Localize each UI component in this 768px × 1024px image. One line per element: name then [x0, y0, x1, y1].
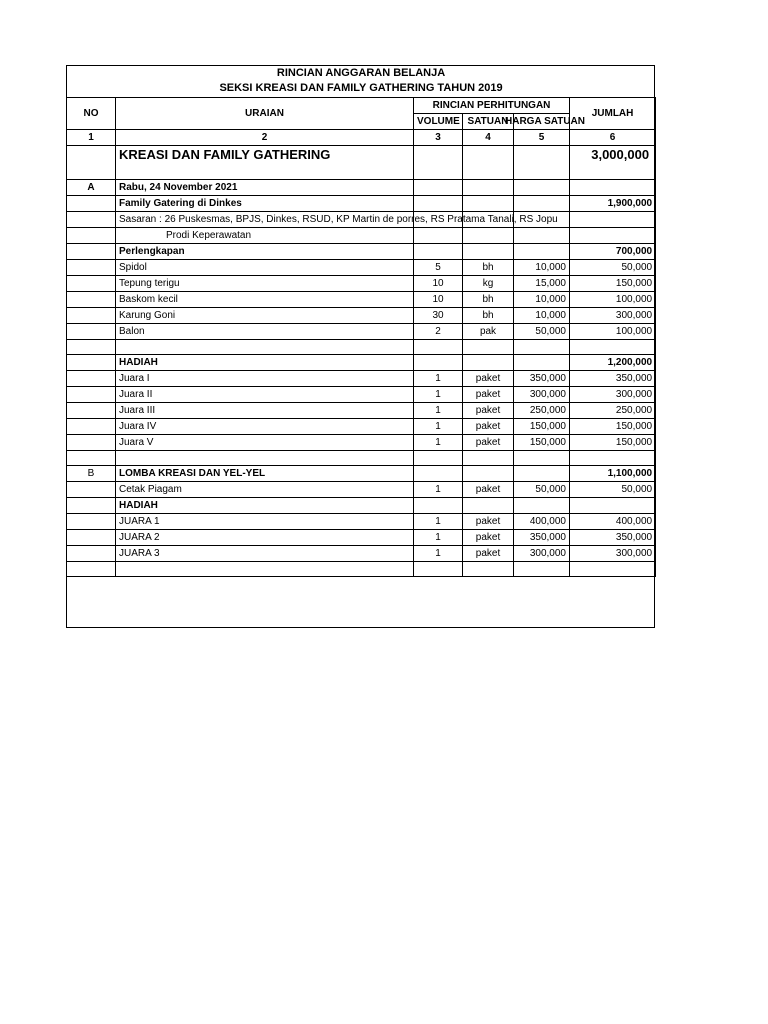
item-volume: 1: [414, 529, 463, 545]
empty-cell: [67, 307, 116, 323]
empty-cell: [414, 145, 463, 179]
table-row: [67, 434, 656, 450]
empty-cell: [67, 529, 116, 545]
perlengkapan-label: Perlengkapan: [116, 243, 414, 259]
empty-cell: [514, 354, 570, 370]
empty-cell: [414, 354, 463, 370]
item-volume: 1: [414, 402, 463, 418]
item-satuan: bh: [463, 259, 514, 275]
column-number-row: [67, 129, 656, 145]
item-harga: 150,000: [514, 418, 570, 434]
empty-cell: [67, 434, 116, 450]
item-harga: 10,000: [514, 291, 570, 307]
section-b-no: B: [67, 465, 116, 481]
empty-cell: [570, 179, 656, 195]
col-number-1: 1: [67, 129, 116, 145]
item-volume: 1: [414, 418, 463, 434]
item-jumlah: 150,000: [570, 434, 656, 450]
empty-cell: [514, 497, 570, 513]
title-row-1: [67, 65, 656, 81]
empty-cell: [67, 323, 116, 339]
item-satuan: paket: [463, 545, 514, 561]
item-harga: 10,000: [514, 307, 570, 323]
header-harga-satuan: [505, 113, 585, 129]
empty-cell: [67, 259, 116, 275]
item-satuan: paket: [463, 418, 514, 434]
section-b-title: LOMBA KREASI DAN YEL-YEL: [116, 465, 414, 481]
empty-cell: [414, 339, 463, 354]
empty-cell: [463, 465, 514, 481]
item-jumlah: 300,000: [570, 386, 656, 402]
item-volume: 2: [414, 323, 463, 339]
item-satuan: paket: [463, 370, 514, 386]
hadiah-b-row: [67, 497, 656, 513]
item-satuan: bh: [463, 291, 514, 307]
item-satuan: paket: [463, 481, 514, 497]
empty-cell: [67, 402, 116, 418]
hadiah-b-label: HADIAH: [116, 497, 414, 513]
empty-cell: [67, 418, 116, 434]
item-harga: 150,000: [514, 434, 570, 450]
empty-cell: [463, 195, 514, 211]
hadiah-a-row: [67, 354, 656, 370]
header-jumlah: JUMLAH: [570, 97, 656, 129]
section-a-no: A: [67, 179, 116, 195]
item-name: Baskom kecil: [116, 291, 414, 307]
sasaran-text: Sasaran : 26 Puskesmas, BPJS, Dinkes, RSUD, KP Martin de porres, RS Pratama Tanali, RS Jopu: [116, 211, 414, 227]
header-satuan: SATUAN: [463, 113, 514, 129]
item-name: Juara V: [116, 434, 414, 450]
item-harga: 300,000: [514, 386, 570, 402]
empty-cell: [67, 275, 116, 291]
empty-cell: [570, 497, 656, 513]
empty-cell: [514, 145, 570, 179]
item-jumlah: 100,000: [570, 323, 656, 339]
event-title: Family Gatering di Dinkes: [116, 195, 414, 211]
empty-cell: [463, 243, 514, 259]
empty-cell: [414, 561, 463, 576]
item-volume: 5: [414, 259, 463, 275]
table-row: [67, 418, 656, 434]
col-number-4: 4: [463, 129, 514, 145]
empty-row: [67, 339, 656, 354]
item-harga: 400,000: [514, 513, 570, 529]
item-harga: 50,000: [514, 323, 570, 339]
empty-cell: [570, 450, 656, 465]
empty-cell: [514, 227, 570, 243]
header-no: NO: [67, 97, 116, 129]
header-uraian: URAIAN: [116, 97, 414, 129]
empty-cell: [67, 561, 116, 576]
item-jumlah: 150,000: [570, 275, 656, 291]
empty-cell: [67, 450, 116, 465]
section-b-total: 1,100,000: [570, 465, 656, 481]
item-volume: 1: [414, 434, 463, 450]
table-row: [67, 259, 656, 275]
empty-cell: [414, 243, 463, 259]
item-jumlah: 150,000: [570, 418, 656, 434]
item-name: Juara IV: [116, 418, 414, 434]
empty-cell: [116, 561, 414, 576]
item-jumlah: 400,000: [570, 513, 656, 529]
col-number-3: 3: [414, 129, 463, 145]
item-jumlah: 300,000: [570, 307, 656, 323]
section-total: 3,000,000: [570, 145, 656, 179]
col-number-6: 6: [570, 129, 656, 145]
section-no-cell: [67, 145, 116, 179]
item-jumlah: 100,000: [570, 291, 656, 307]
empty-cell: [514, 450, 570, 465]
item-volume: 10: [414, 291, 463, 307]
item-volume: 10: [414, 275, 463, 291]
table-row: [67, 307, 656, 323]
hadiah-a-label: HADIAH: [116, 354, 414, 370]
header-volume: VOLUME: [414, 113, 463, 129]
empty-cell: [514, 339, 570, 354]
table-row: [67, 386, 656, 402]
event-row: [67, 195, 656, 211]
section-a-date: Rabu, 24 November 2021: [116, 179, 414, 195]
item-name: Cetak Piagam: [116, 481, 414, 497]
item-name: JUARA 2: [116, 529, 414, 545]
item-volume: 1: [414, 481, 463, 497]
empty-cell: [67, 513, 116, 529]
col-number-2: 2: [116, 129, 414, 145]
col-number-5: 5: [514, 129, 570, 145]
item-name: JUARA 1: [116, 513, 414, 529]
empty-cell: [67, 291, 116, 307]
item-name: Juara II: [116, 386, 414, 402]
empty-cell: [463, 227, 514, 243]
empty-cell: [570, 227, 656, 243]
empty-cell: [514, 561, 570, 576]
item-jumlah: 250,000: [570, 402, 656, 418]
item-satuan: paket: [463, 513, 514, 529]
empty-cell: [67, 370, 116, 386]
item-harga: 50,000: [514, 481, 570, 497]
title-line-1: RINCIAN ANGGARAN BELANJA: [276, 66, 446, 79]
perlengkapan-total: 700,000: [570, 243, 656, 259]
empty-cell: [67, 545, 116, 561]
item-harga: 10,000: [514, 259, 570, 275]
empty-cell: [514, 179, 570, 195]
perlengkapan-row: [67, 243, 656, 259]
item-satuan: paket: [463, 434, 514, 450]
empty-row: [67, 450, 656, 465]
empty-cell: [116, 339, 414, 354]
event-total: 1,900,000: [570, 195, 656, 211]
empty-cell: [570, 561, 656, 576]
item-volume: 30: [414, 307, 463, 323]
title-row-2: [67, 81, 656, 97]
empty-cell: [414, 465, 463, 481]
item-satuan: bh: [463, 307, 514, 323]
empty-cell: [67, 243, 116, 259]
empty-cell: [414, 450, 463, 465]
item-name: Tepung terigu: [116, 275, 414, 291]
empty-cell: [463, 450, 514, 465]
empty-cell: [463, 561, 514, 576]
item-volume: 1: [414, 545, 463, 561]
table-row: [67, 529, 656, 545]
item-volume: 1: [414, 370, 463, 386]
empty-cell: [463, 145, 514, 179]
item-name: Juara III: [116, 402, 414, 418]
item-satuan: paket: [463, 386, 514, 402]
table-row: [67, 513, 656, 529]
item-jumlah: 350,000: [570, 529, 656, 545]
item-satuan: kg: [463, 275, 514, 291]
table-row: [67, 545, 656, 561]
header-harga-text: HARGA SATUAN: [505, 115, 585, 127]
empty-cell: [67, 386, 116, 402]
item-harga: 250,000: [514, 402, 570, 418]
title-line-2: SEKSI KREASI DAN FAMILY GATHERING TAHUN 2019: [219, 82, 503, 95]
empty-cell: [463, 179, 514, 195]
header-rincian: RINCIAN PERHITUNGAN: [414, 97, 570, 113]
empty-cell: [514, 465, 570, 481]
empty-cell: [463, 497, 514, 513]
empty-cell: [67, 195, 116, 211]
empty-cell: [67, 354, 116, 370]
item-jumlah: 300,000: [570, 545, 656, 561]
table-row: [67, 370, 656, 386]
piagam-row: [67, 481, 656, 497]
empty-cell: [414, 227, 463, 243]
empty-cell: [463, 339, 514, 354]
item-name: Balon: [116, 323, 414, 339]
header-row-1: [67, 97, 656, 113]
empty-cell: [414, 497, 463, 513]
item-jumlah: 350,000: [570, 370, 656, 386]
prodi-text: Prodi Keperawatan: [116, 227, 414, 243]
item-satuan: pak: [463, 323, 514, 339]
empty-cell: [67, 227, 116, 243]
item-satuan: paket: [463, 402, 514, 418]
empty-cell: [67, 339, 116, 354]
empty-row: [67, 561, 656, 576]
section-title-row: [67, 145, 656, 179]
item-harga: 350,000: [514, 370, 570, 386]
empty-cell: [67, 211, 116, 227]
item-name: Spidol: [116, 259, 414, 275]
table-row: [67, 323, 656, 339]
prodi-row: [67, 227, 656, 243]
section-a-row: [67, 179, 656, 195]
hadiah-a-total: 1,200,000: [570, 354, 656, 370]
empty-cell: [570, 339, 656, 354]
item-name: Juara I: [116, 370, 414, 386]
empty-cell: [67, 497, 116, 513]
item-harga: 15,000: [514, 275, 570, 291]
item-volume: 1: [414, 386, 463, 402]
item-harga: 300,000: [514, 545, 570, 561]
empty-cell: [414, 195, 463, 211]
table-row: [67, 402, 656, 418]
empty-cell: [514, 195, 570, 211]
item-volume: 1: [414, 513, 463, 529]
sasaran-row: [67, 211, 656, 227]
empty-cell: [514, 243, 570, 259]
empty-cell: [414, 179, 463, 195]
section-title: KREASI DAN FAMILY GATHERING: [116, 145, 414, 179]
table-row: [67, 275, 656, 291]
empty-cell: [570, 211, 656, 227]
item-jumlah: 50,000: [570, 481, 656, 497]
item-harga: 350,000: [514, 529, 570, 545]
item-jumlah: 50,000: [570, 259, 656, 275]
item-name: JUARA 3: [116, 545, 414, 561]
section-b-row: [67, 465, 656, 481]
budget-table: [66, 65, 656, 577]
table-row: [67, 291, 656, 307]
item-name: Karung Goni: [116, 307, 414, 323]
empty-cell: [67, 481, 116, 497]
empty-cell: [116, 450, 414, 465]
item-satuan: paket: [463, 529, 514, 545]
empty-cell: [463, 354, 514, 370]
